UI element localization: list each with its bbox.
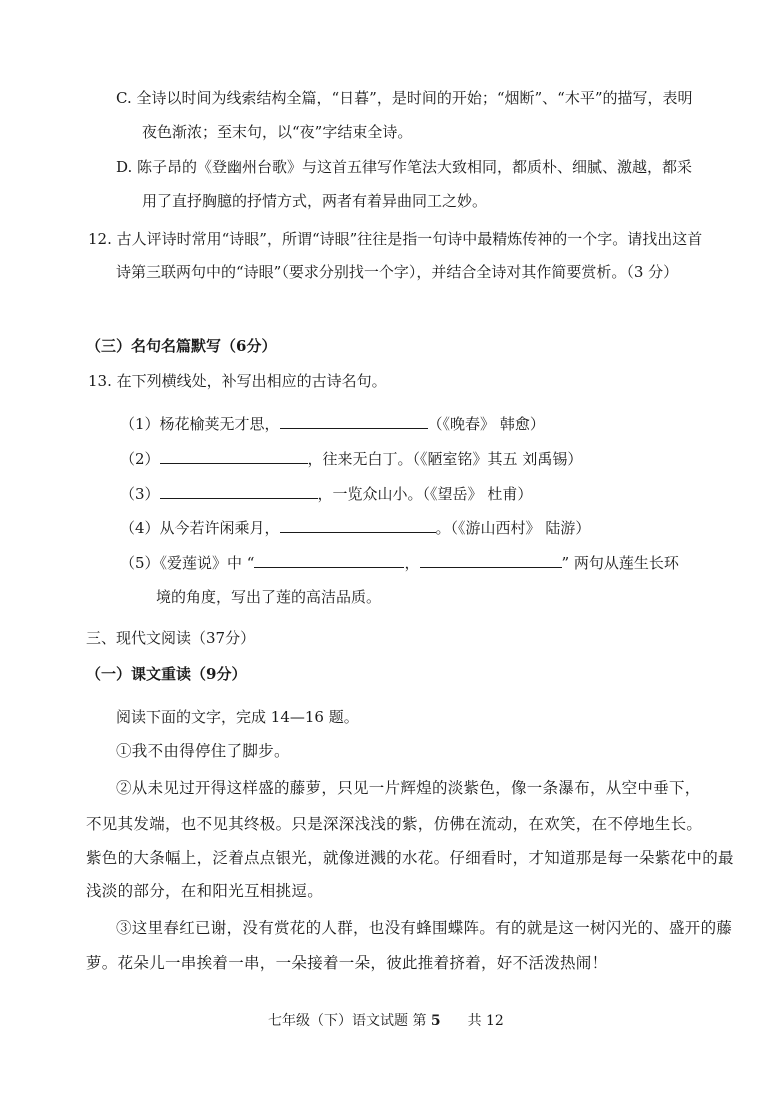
passage-p2-line4: 浅淡的部分，在和阳光互相挑逗。: [86, 882, 324, 900]
answer-blank-2[interactable]: [160, 448, 308, 464]
famous-item-3: [120, 483, 532, 504]
footer-page-number: 5: [430, 1013, 441, 1029]
question-12-line1: 12. 古人评诗时常用“诗眼”，所谓“诗眼”往往是指一句诗中最精炼传神的一个字。请找出这首: [88, 230, 703, 248]
famous-item-4-pre: （4）从今若许闲乘月，: [120, 519, 280, 537]
famous-item-1-post: （《晚春》 韩愈）: [427, 415, 545, 433]
section-reread-heading: （一）课文重读（9分）: [86, 665, 247, 683]
famous-item-3-post: ，一览众山小。（《望岳》 杜甫）: [317, 485, 533, 503]
option-c-line2: 夜色渐浓；至末句，以“夜”字结束全诗。: [142, 123, 413, 141]
passage-p1: ①我不由得停住了脚步。: [116, 742, 290, 760]
famous-item-2-post: ，往来无白丁。（《陋室铭》其五 刘禹锡）: [307, 450, 583, 468]
passage-p2-line3: 紫色的大条幅上，泛着点点银光，就像迸溅的水花。仔细看时，才知道那是每一朵紫花中的最: [86, 849, 734, 867]
option-d-line1: D. 陈子昂的《登幽州台歌》与这首五律写作笔法大致相同，都质朴、细腻、激越，都采: [116, 158, 693, 176]
famous-item-2-pre: （2）: [120, 450, 160, 468]
famous-item-2: [120, 448, 582, 469]
answer-blank-3[interactable]: [160, 483, 318, 499]
passage-p2-line1: ②从未见过开得这样盛的藤萝，只见一片辉煌的淡紫色，像一条瀑布，从空中垂下，: [116, 779, 701, 797]
famous-item-4: [120, 517, 590, 538]
answer-blank-5a[interactable]: [254, 552, 404, 568]
option-c-line1: C. 全诗以时间为线索结构全篇，“日暮”，是时间的开始；“烟断”、“木平”的描写，表明: [116, 89, 693, 107]
option-d-line2: 用了直抒胸臆的抒情方式，两者有着异曲同工之妙。: [142, 192, 488, 210]
passage-p3-line1: ③这里春红已谢，没有赏花的人群，也没有蜂围蝶阵。有的就是这一树闪光的、盛开的藤: [116, 919, 733, 937]
footer-total-pages: 共 12: [467, 1013, 504, 1029]
famous-item-5-line2: 境的角度，写出了莲的高洁品质。: [156, 588, 382, 606]
famous-item-1-pre: （1）杨花榆荚无才思，: [120, 415, 280, 433]
famous-item-3-pre: （3）: [120, 485, 160, 503]
famous-item-5: [120, 552, 679, 573]
question-13: 13. 在下列横线处，补写出相应的古诗名句。: [88, 372, 387, 390]
famous-item-5-mid: ，: [404, 554, 420, 572]
famous-item-1: [120, 413, 545, 434]
famous-item-4-post: 。（《游山西村》 陆游）: [435, 519, 591, 537]
passage-p3-line2: 萝。花朵儿一串挨着一串，一朵接着一朵，彼此推着挤着，好不活泼热闹！: [86, 954, 608, 972]
section-modern-heading: 三、现代文阅读（37分）: [86, 629, 256, 647]
question-12-line2: 诗第三联两句中的“诗眼”（要求分别找一个字），并结合全诗对其作简要赏析。（3 分）: [116, 263, 679, 281]
famous-item-5-post: ” 两句从莲生长环: [561, 554, 679, 572]
answer-blank-5b[interactable]: [420, 552, 562, 568]
answer-blank-1[interactable]: [280, 413, 428, 429]
answer-blank-4[interactable]: [280, 517, 436, 533]
reading-instruction: 阅读下面的文字，完成 14—16 题。: [116, 708, 359, 726]
section-famous-heading: （三）名句名篇默写（6分）: [86, 337, 277, 355]
famous-item-5-pre: （5）《爱莲说》中 “: [120, 554, 255, 572]
page-footer: [268, 1012, 504, 1030]
footer-label: 七年级（下）语文试题 第: [268, 1013, 427, 1029]
passage-p2-line2: 不见其发端，也不见其终极。只是深深浅浅的紫，仿佛在流动，在欢笑，在不停地生长。: [86, 815, 703, 833]
